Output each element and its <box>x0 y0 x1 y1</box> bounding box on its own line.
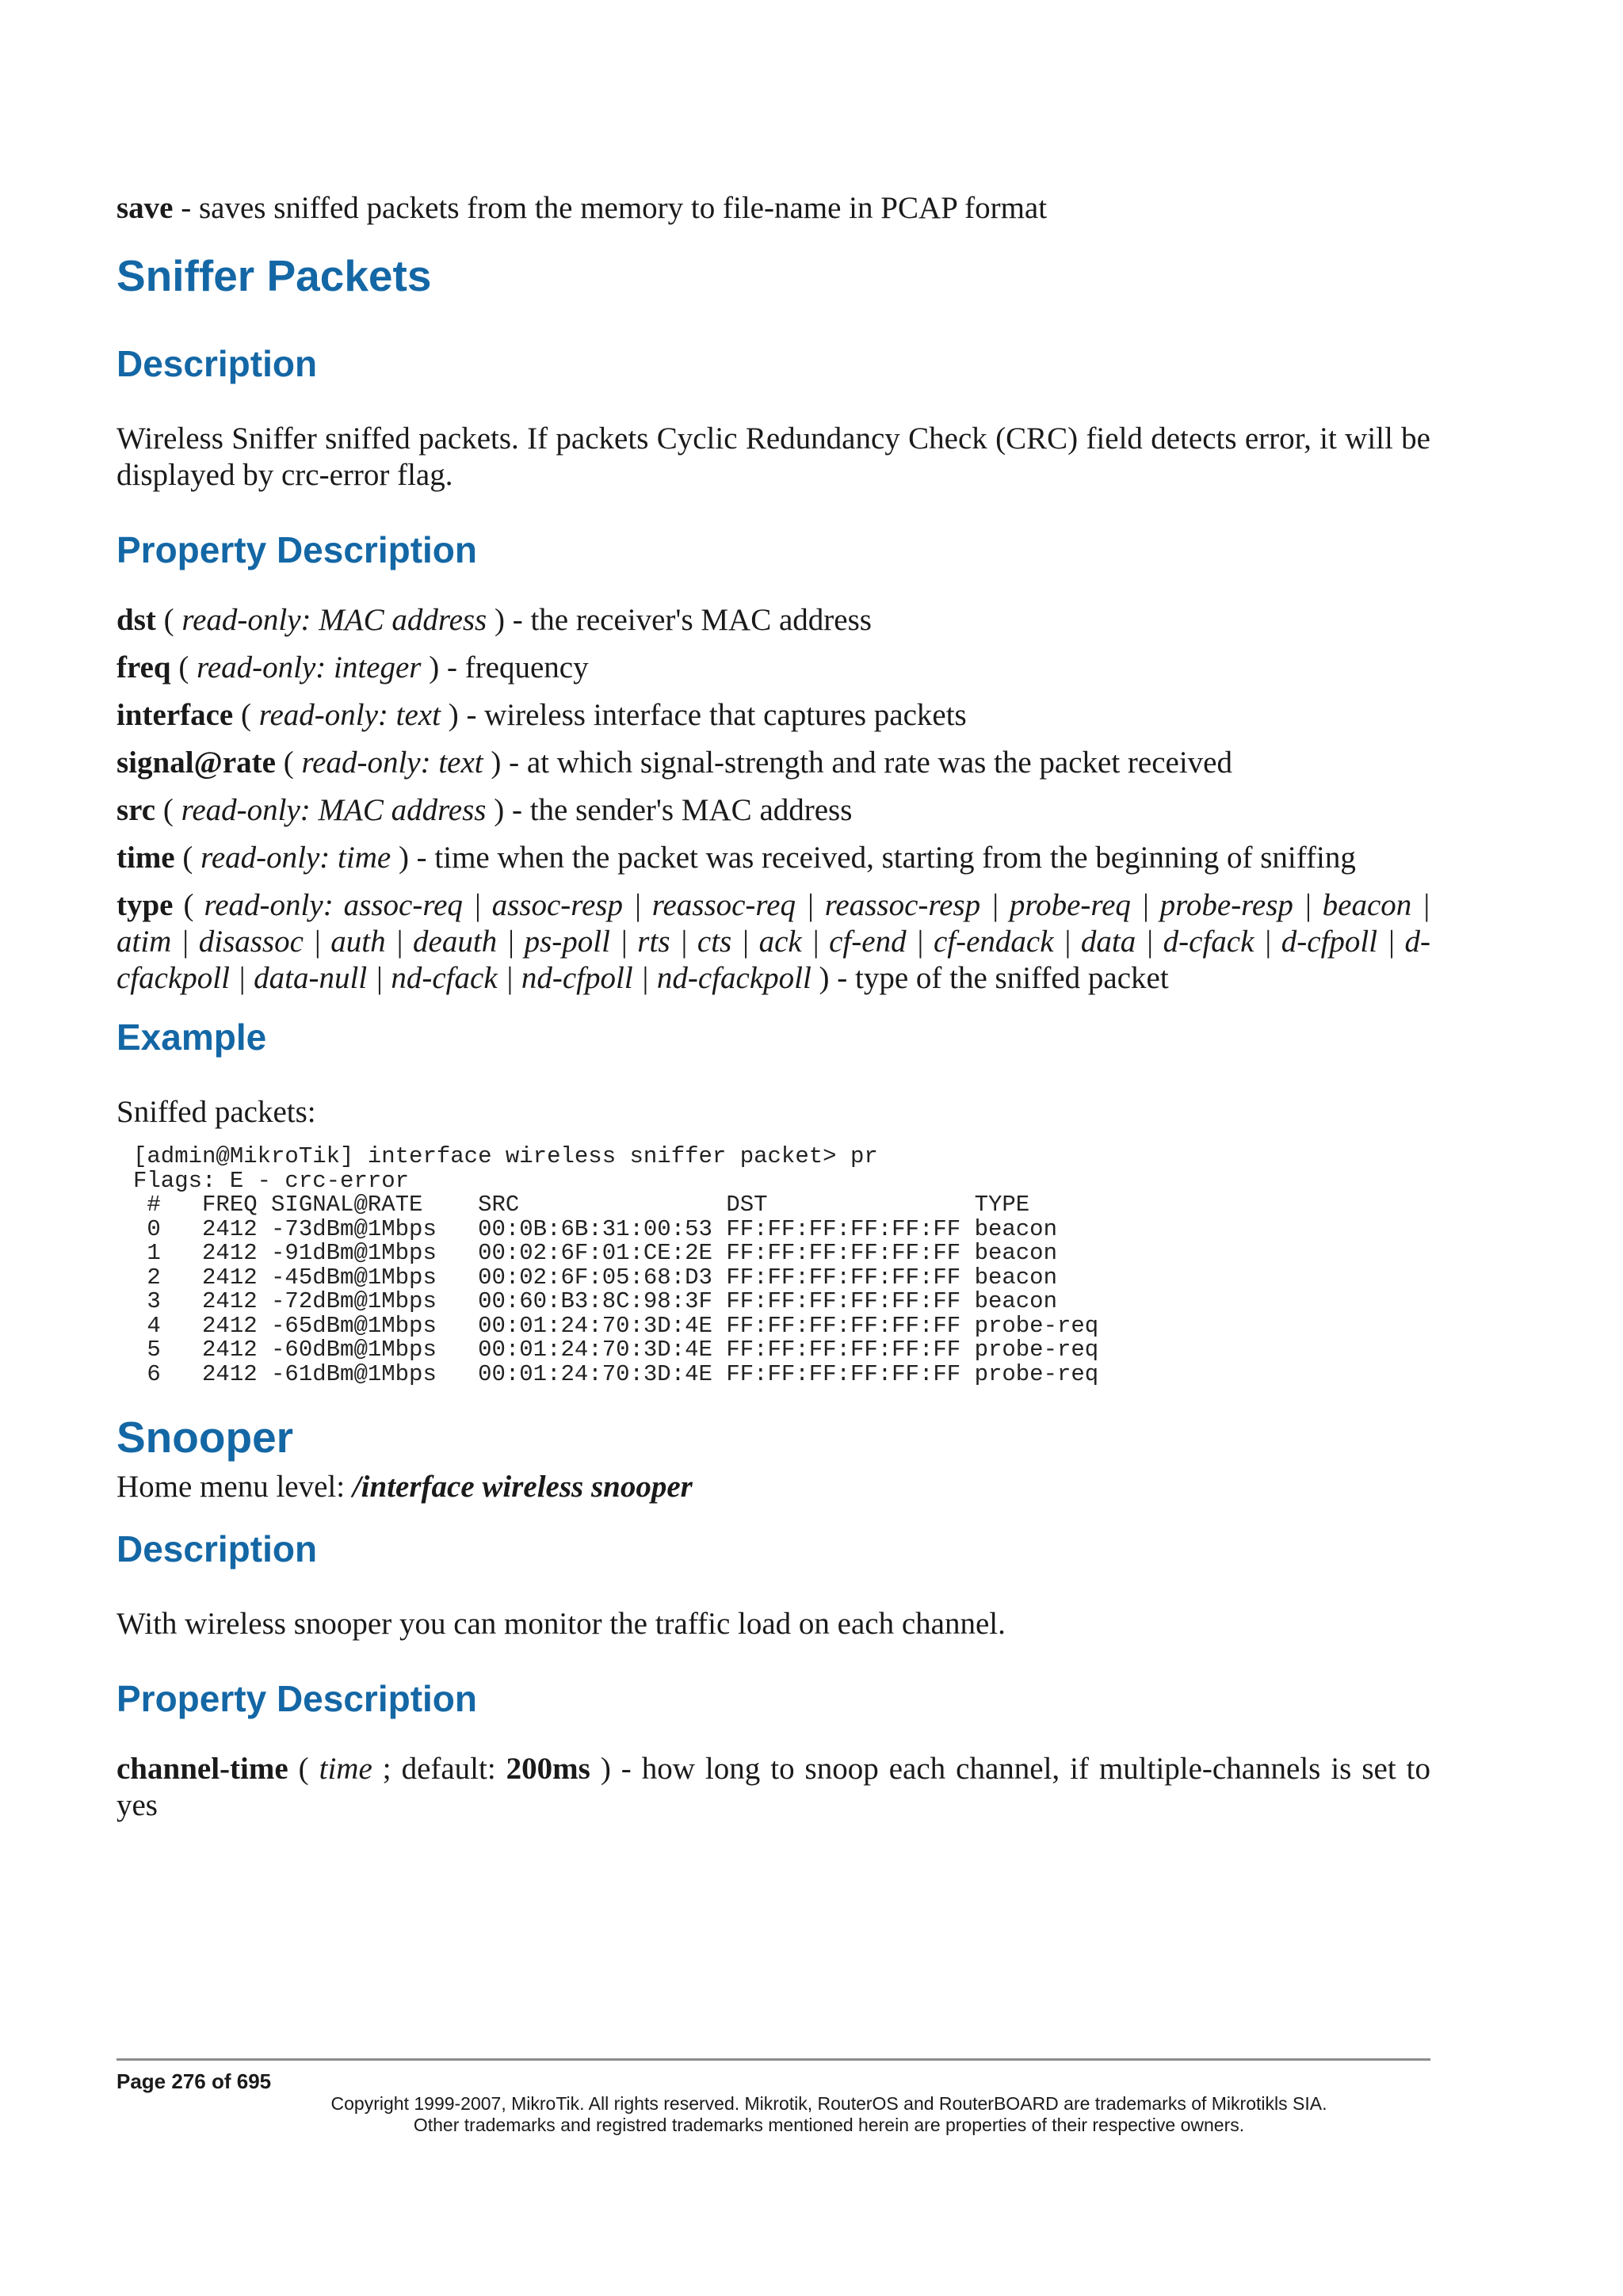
property-channel-time <box>116 1751 1430 1824</box>
property-open: ( <box>173 888 204 922</box>
property-text: ) - the receiver's MAC address <box>487 603 872 637</box>
property-name: src <box>116 793 156 827</box>
property-time <box>116 840 1430 876</box>
property-type: read-only: time <box>200 841 391 875</box>
example-heading: Example <box>116 1016 267 1058</box>
menu-level-label: Home menu level: <box>116 1470 353 1504</box>
property-text: ) - at which signal-strength and rate was the packet received <box>483 746 1232 780</box>
property-open: ( <box>174 841 201 875</box>
property-name: signal@rate <box>116 746 276 780</box>
snooper-title: Snooper <box>116 1413 294 1462</box>
property-name: interface <box>116 698 234 732</box>
sniffer-packets-title: Sniffer Packets <box>116 251 432 300</box>
property-type: read-only: text <box>301 746 483 780</box>
property-src <box>116 792 1430 829</box>
property-open: ( <box>288 1752 319 1786</box>
code-line: Flags: E - crc-error <box>133 1167 410 1194</box>
property-interface <box>116 697 1430 734</box>
sniffer-description-text: Wireless Sniffer sniffed packets. If packets Cyclic Redundancy Check (CRC) field detects error, it will be displayed by crc-error flag. <box>116 421 1430 492</box>
copyright-line-2: Other trademarks and registred trademarks mentioned herein are properties of their respective owners. <box>413 2115 1245 2135</box>
property-name: channel-time <box>116 1752 288 1786</box>
property-name: type <box>116 888 174 922</box>
property-default-label: ; default: <box>372 1752 506 1786</box>
save-term: save <box>116 191 174 225</box>
code-line: 2 2412 -45dBm@1Mbps 00:02:6F:05:68:D3 FF:FF:FF:FF:FF:FF beacon <box>133 1264 1057 1291</box>
property-freq <box>116 650 1430 686</box>
property-open: ( <box>275 746 302 780</box>
property-type: read-only: integer <box>197 650 422 685</box>
code-line: 1 2412 -91dBm@1Mbps 00:02:6F:01:CE:2E FF:FF:FF:FF:FF:FF beacon <box>133 1240 1057 1266</box>
property-text: ) - time when the packet was received, starting from the beginning of sniffing <box>391 841 1356 875</box>
copyright-line-1: Copyright 1999-2007, MikroTik. All rights reserved. Mikrotik, RouterOS and RouterBOARD are trademarks of Mikrotikls SIA. <box>330 2093 1327 2114</box>
code-line: [admin@MikroTik] interface wireless sniffer packet> pr <box>133 1143 878 1169</box>
code-line: # FREQ SIGNAL@RATE SRC DST TYPE <box>133 1192 1030 1218</box>
property-type: read-only: MAC address <box>181 793 487 827</box>
property-type <box>116 887 1430 997</box>
property-type: read-only: assoc-req | assoc-resp | reassoc-req | reassoc-resp | probe-req | probe-resp | beacon | atim | disassoc | auth | deauth | ps-poll | rts | cts | ack | cf-end | cf-endack | data | d-cfack | d-cfpoll | d-cfackpoll | data-null | nd-cfack | nd-cfpoll | nd-cfackpoll <box>116 888 1430 995</box>
snooper-description-text: With wireless snooper you can monitor the traffic load on each channel. <box>116 1607 1006 1641</box>
property-text: ) - type of the sniffed packet <box>811 961 1169 995</box>
save-command-line <box>116 190 1430 227</box>
code-line: 6 2412 -61dBm@1Mbps 00:01:24:70:3D:4E FF:FF:FF:FF:FF:FF probe-req <box>133 1360 1099 1387</box>
sniffer-property-heading: Property Description <box>116 529 477 570</box>
save-description: - saves sniffed packets from the memory to file-name in PCAP format <box>173 191 1048 225</box>
sniffer-description-heading: Description <box>116 343 318 384</box>
property-dst <box>116 602 1430 639</box>
snooper-menu-level <box>116 1469 1430 1505</box>
example-intro: Sniffed packets: <box>116 1095 316 1129</box>
property-default-value: 200ms <box>506 1752 590 1786</box>
snooper-description-heading: Description <box>116 1528 318 1569</box>
code-line: 5 2412 -60dBm@1Mbps 00:01:24:70:3D:4E FF:FF:FF:FF:FF:FF probe-req <box>133 1337 1099 1363</box>
code-line: 4 2412 -65dBm@1Mbps 00:01:24:70:3D:4E FF:FF:FF:FF:FF:FF probe-req <box>133 1312 1099 1339</box>
property-text: ) - how long to snoop each channel, if multiple-channels is set to yes <box>116 1752 1430 1822</box>
property-open: ( <box>155 793 181 827</box>
property-text: ) - frequency <box>421 650 589 685</box>
property-signal-rate <box>116 745 1430 781</box>
property-text: ) - the sender's MAC address <box>486 793 853 827</box>
page-number: Page 276 of 695 <box>116 2069 272 2093</box>
property-open: ( <box>170 650 197 685</box>
sniffer-code-block <box>116 1145 1430 1386</box>
property-open: ( <box>155 603 182 637</box>
property-open: ( <box>233 698 259 732</box>
sniffer-property-list <box>116 602 1430 997</box>
property-type: read-only: text <box>258 698 441 732</box>
code-line: 3 2412 -72dBm@1Mbps 00:60:B3:8C:98:3F FF:FF:FF:FF:FF:FF beacon <box>133 1288 1057 1314</box>
code-line: 0 2412 -73dBm@1Mbps 00:0B:6B:31:00:53 FF:FF:FF:FF:FF:FF beacon <box>133 1215 1057 1242</box>
property-name: time <box>116 841 175 875</box>
page-footer <box>116 2058 1430 2136</box>
page-content <box>116 190 1430 1824</box>
menu-level-path: /interface wireless snooper <box>352 1470 693 1504</box>
property-type: time <box>319 1752 372 1786</box>
property-text: ) - wireless interface that captures packets <box>440 698 967 732</box>
snooper-property-heading: Property Description <box>116 1678 477 1719</box>
property-name: dst <box>116 603 156 637</box>
property-type: read-only: MAC address <box>181 603 487 637</box>
property-name: freq <box>116 650 171 685</box>
